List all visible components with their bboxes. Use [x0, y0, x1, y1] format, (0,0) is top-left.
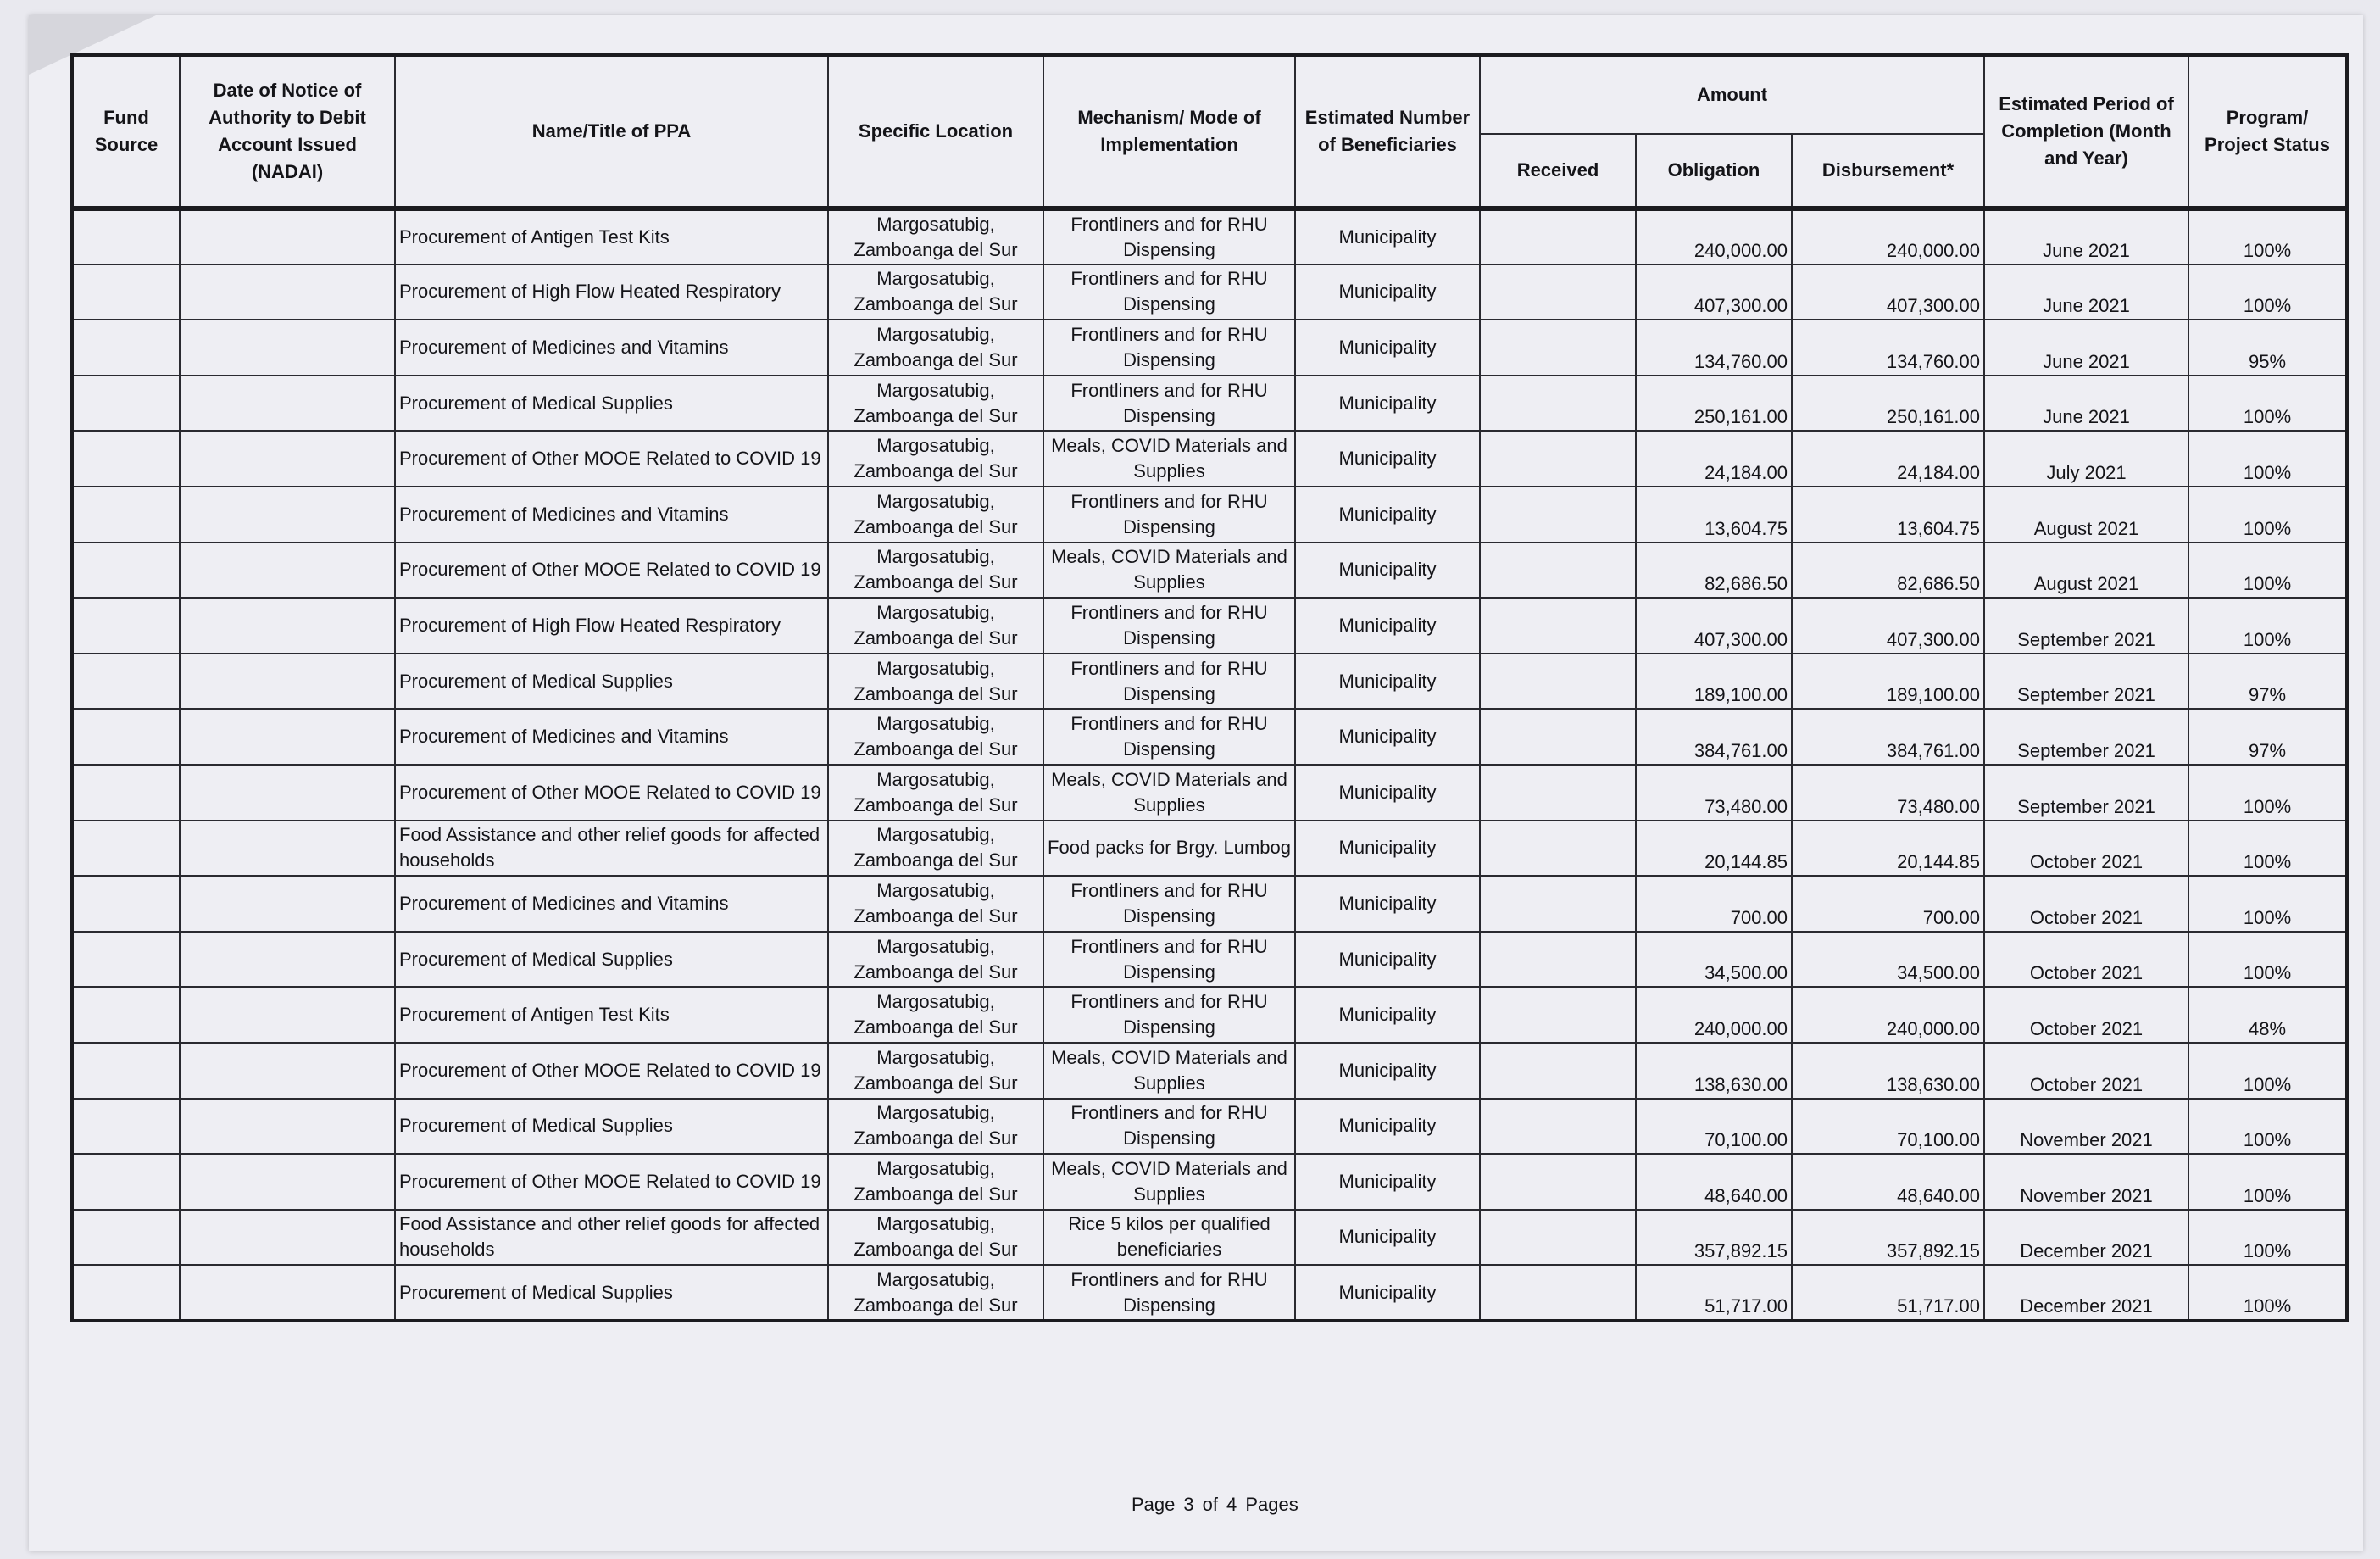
- status-cell: 100%: [2188, 876, 2347, 932]
- obligation-cell: 357,892.15: [1636, 1210, 1792, 1266]
- table-header: [72, 55, 2347, 209]
- mechanism-cell: Frontliners and for RHU Dispensing: [1043, 209, 1295, 264]
- beneficiaries-cell: Municipality: [1295, 987, 1480, 1043]
- ppa-name-cell: Procurement of Medical Supplies: [395, 1099, 828, 1155]
- received-cell: [1480, 1265, 1636, 1321]
- received-cell: [1480, 598, 1636, 654]
- mechanism-cell: Meals, COVID Materials and Supplies: [1043, 1043, 1295, 1099]
- period-cell: June 2021: [1984, 320, 2188, 376]
- location-cell: Margosatubig, Zamboanga del Sur: [828, 1154, 1043, 1210]
- table-row: [72, 320, 2347, 376]
- status-cell: 100%: [2188, 1099, 2347, 1155]
- header-nadai: Date of Notice of Authority to Debit Account Issued (NADAI): [180, 55, 395, 209]
- period-cell: October 2021: [1984, 987, 2188, 1043]
- location-cell: Margosatubig, Zamboanga del Sur: [828, 320, 1043, 376]
- mechanism-cell: Frontliners and for RHU Dispensing: [1043, 598, 1295, 654]
- disbursement-cell: 407,300.00: [1792, 264, 1984, 320]
- page-label: Page: [1132, 1494, 1176, 1515]
- ppa-name-cell: Procurement of Other MOOE Related to COVID 19: [395, 431, 828, 487]
- nadai-cell: [180, 1154, 395, 1210]
- disbursement-cell: 13,604.75: [1792, 487, 1984, 543]
- period-cell: December 2021: [1984, 1210, 2188, 1266]
- mechanism-cell: Frontliners and for RHU Dispensing: [1043, 932, 1295, 988]
- obligation-cell: 138,630.00: [1636, 1043, 1792, 1099]
- obligation-cell: 384,761.00: [1636, 709, 1792, 765]
- ppa-name-cell: Procurement of Medical Supplies: [395, 654, 828, 710]
- received-cell: [1480, 431, 1636, 487]
- table-row: [72, 765, 2347, 821]
- received-cell: [1480, 932, 1636, 988]
- header-amount: Amount: [1480, 55, 1984, 134]
- period-cell: September 2021: [1984, 598, 2188, 654]
- nadai-cell: [180, 376, 395, 432]
- beneficiaries-cell: Municipality: [1295, 1265, 1480, 1321]
- status-cell: 100%: [2188, 543, 2347, 599]
- header-obligation: Obligation: [1636, 134, 1792, 209]
- period-cell: June 2021: [1984, 209, 2188, 264]
- status-cell: 100%: [2188, 431, 2347, 487]
- beneficiaries-cell: Municipality: [1295, 765, 1480, 821]
- fund-source-cell: [72, 1154, 180, 1210]
- fund-source-cell: [72, 543, 180, 599]
- nadai-cell: [180, 1265, 395, 1321]
- table-row: [72, 876, 2347, 932]
- nadai-cell: [180, 1210, 395, 1266]
- fund-source-cell: [72, 932, 180, 988]
- fund-source-cell: [72, 709, 180, 765]
- obligation-cell: 240,000.00: [1636, 987, 1792, 1043]
- status-cell: 100%: [2188, 1154, 2347, 1210]
- obligation-cell: 13,604.75: [1636, 487, 1792, 543]
- table-body: [72, 209, 2347, 1321]
- received-cell: [1480, 1210, 1636, 1266]
- nadai-cell: [180, 654, 395, 710]
- obligation-cell: 48,640.00: [1636, 1154, 1792, 1210]
- table-row: [72, 264, 2347, 320]
- ppa-table: [70, 53, 2349, 1322]
- table-row: [72, 1154, 2347, 1210]
- received-cell: [1480, 543, 1636, 599]
- fund-source-cell: [72, 431, 180, 487]
- location-cell: Margosatubig, Zamboanga del Sur: [828, 209, 1043, 264]
- ppa-name-cell: Procurement of Medical Supplies: [395, 376, 828, 432]
- period-cell: October 2021: [1984, 876, 2188, 932]
- obligation-cell: 250,161.00: [1636, 376, 1792, 432]
- obligation-cell: 134,760.00: [1636, 320, 1792, 376]
- nadai-cell: [180, 487, 395, 543]
- received-cell: [1480, 1099, 1636, 1155]
- location-cell: Margosatubig, Zamboanga del Sur: [828, 543, 1043, 599]
- ppa-name-cell: Procurement of Medicines and Vitamins: [395, 709, 828, 765]
- received-cell: [1480, 709, 1636, 765]
- nadai-cell: [180, 1099, 395, 1155]
- received-cell: [1480, 654, 1636, 710]
- period-cell: June 2021: [1984, 376, 2188, 432]
- disbursement-cell: 189,100.00: [1792, 654, 1984, 710]
- table-row: [72, 376, 2347, 432]
- obligation-cell: 700.00: [1636, 876, 1792, 932]
- disbursement-cell: 82,686.50: [1792, 543, 1984, 599]
- obligation-cell: 24,184.00: [1636, 431, 1792, 487]
- status-cell: 48%: [2188, 987, 2347, 1043]
- status-cell: 100%: [2188, 209, 2347, 264]
- location-cell: Margosatubig, Zamboanga del Sur: [828, 264, 1043, 320]
- header-period: Estimated Period of Completion (Month and Year): [1984, 55, 2188, 209]
- mechanism-cell: Frontliners and for RHU Dispensing: [1043, 376, 1295, 432]
- status-cell: 100%: [2188, 1265, 2347, 1321]
- table-row: [72, 1265, 2347, 1321]
- page-footer: [1132, 1494, 1307, 1516]
- beneficiaries-cell: Municipality: [1295, 1210, 1480, 1266]
- mechanism-cell: Frontliners and for RHU Dispensing: [1043, 1265, 1295, 1321]
- mechanism-cell: Frontliners and for RHU Dispensing: [1043, 487, 1295, 543]
- fund-source-cell: [72, 264, 180, 320]
- nadai-cell: [180, 543, 395, 599]
- beneficiaries-cell: Municipality: [1295, 487, 1480, 543]
- period-cell: October 2021: [1984, 932, 2188, 988]
- status-cell: 95%: [2188, 320, 2347, 376]
- period-cell: December 2021: [1984, 1265, 2188, 1321]
- obligation-cell: 407,300.00: [1636, 598, 1792, 654]
- status-cell: 100%: [2188, 598, 2347, 654]
- received-cell: [1480, 487, 1636, 543]
- fund-source-cell: [72, 1043, 180, 1099]
- table-row: [72, 1210, 2347, 1266]
- location-cell: Margosatubig, Zamboanga del Sur: [828, 821, 1043, 877]
- nadai-cell: [180, 987, 395, 1043]
- header-location: Specific Location: [828, 55, 1043, 209]
- table-row: [72, 209, 2347, 264]
- disbursement-cell: 384,761.00: [1792, 709, 1984, 765]
- nadai-cell: [180, 264, 395, 320]
- nadai-cell: [180, 765, 395, 821]
- ppa-name-cell: Procurement of Medical Supplies: [395, 932, 828, 988]
- nadai-cell: [180, 598, 395, 654]
- obligation-cell: 70,100.00: [1636, 1099, 1792, 1155]
- status-cell: 100%: [2188, 821, 2347, 877]
- location-cell: Margosatubig, Zamboanga del Sur: [828, 709, 1043, 765]
- obligation-cell: 51,717.00: [1636, 1265, 1792, 1321]
- fund-source-cell: [72, 487, 180, 543]
- period-cell: September 2021: [1984, 654, 2188, 710]
- location-cell: Margosatubig, Zamboanga del Sur: [828, 932, 1043, 988]
- beneficiaries-cell: Municipality: [1295, 932, 1480, 988]
- location-cell: Margosatubig, Zamboanga del Sur: [828, 1265, 1043, 1321]
- ppa-name-cell: Procurement of Medicines and Vitamins: [395, 876, 828, 932]
- table-row: [72, 1043, 2347, 1099]
- disbursement-cell: 73,480.00: [1792, 765, 1984, 821]
- period-cell: August 2021: [1984, 487, 2188, 543]
- mechanism-cell: Frontliners and for RHU Dispensing: [1043, 1099, 1295, 1155]
- disbursement-cell: 20,144.85: [1792, 821, 1984, 877]
- fund-source-cell: [72, 876, 180, 932]
- received-cell: [1480, 209, 1636, 264]
- disbursement-cell: 700.00: [1792, 876, 1984, 932]
- period-cell: July 2021: [1984, 431, 2188, 487]
- obligation-cell: 407,300.00: [1636, 264, 1792, 320]
- disbursement-cell: 250,161.00: [1792, 376, 1984, 432]
- mechanism-cell: Meals, COVID Materials and Supplies: [1043, 765, 1295, 821]
- status-cell: 100%: [2188, 264, 2347, 320]
- mechanism-cell: Rice 5 kilos per qualified beneficiaries: [1043, 1210, 1295, 1266]
- table-row: [72, 431, 2347, 487]
- ppa-name-cell: Procurement of Antigen Test Kits: [395, 987, 828, 1043]
- location-cell: Margosatubig, Zamboanga del Sur: [828, 598, 1043, 654]
- table-row: [72, 1099, 2347, 1155]
- fund-source-cell: [72, 376, 180, 432]
- fund-source-cell: [72, 320, 180, 376]
- mechanism-cell: Frontliners and for RHU Dispensing: [1043, 320, 1295, 376]
- nadai-cell: [180, 209, 395, 264]
- ppa-name-cell: Procurement of Antigen Test Kits: [395, 209, 828, 264]
- page-total: 4 Pages: [1226, 1494, 1298, 1515]
- table-row: [72, 598, 2347, 654]
- beneficiaries-cell: Municipality: [1295, 598, 1480, 654]
- nadai-cell: [180, 709, 395, 765]
- nadai-cell: [180, 320, 395, 376]
- disbursement-cell: 407,300.00: [1792, 598, 1984, 654]
- table-row: [72, 543, 2347, 599]
- ppa-name-cell: Procurement of Other MOOE Related to COVID 19: [395, 543, 828, 599]
- status-cell: 100%: [2188, 932, 2347, 988]
- received-cell: [1480, 320, 1636, 376]
- header-ppa-name: Name/Title of PPA: [395, 55, 828, 209]
- location-cell: Margosatubig, Zamboanga del Sur: [828, 654, 1043, 710]
- disbursement-cell: 138,630.00: [1792, 1043, 1984, 1099]
- disbursement-cell: 24,184.00: [1792, 431, 1984, 487]
- period-cell: October 2021: [1984, 821, 2188, 877]
- table-row: [72, 709, 2347, 765]
- received-cell: [1480, 1043, 1636, 1099]
- beneficiaries-cell: Municipality: [1295, 876, 1480, 932]
- table-row: [72, 821, 2347, 877]
- table-row: [72, 987, 2347, 1043]
- mechanism-cell: Frontliners and for RHU Dispensing: [1043, 709, 1295, 765]
- disbursement-cell: 240,000.00: [1792, 209, 1984, 264]
- table-row: [72, 932, 2347, 988]
- header-received: Received: [1480, 134, 1636, 209]
- header-beneficiaries: Estimated Number of Beneficiaries: [1295, 55, 1480, 209]
- beneficiaries-cell: Municipality: [1295, 209, 1480, 264]
- received-cell: [1480, 376, 1636, 432]
- fund-source-cell: [72, 209, 180, 264]
- ppa-name-cell: Procurement of High Flow Heated Respiratory: [395, 598, 828, 654]
- location-cell: Margosatubig, Zamboanga del Sur: [828, 1210, 1043, 1266]
- beneficiaries-cell: Municipality: [1295, 654, 1480, 710]
- obligation-cell: 73,480.00: [1636, 765, 1792, 821]
- mechanism-cell: Meals, COVID Materials and Supplies: [1043, 543, 1295, 599]
- period-cell: September 2021: [1984, 709, 2188, 765]
- fund-source-cell: [72, 654, 180, 710]
- period-cell: October 2021: [1984, 1043, 2188, 1099]
- disbursement-cell: 70,100.00: [1792, 1099, 1984, 1155]
- mechanism-cell: Frontliners and for RHU Dispensing: [1043, 987, 1295, 1043]
- fund-source-cell: [72, 821, 180, 877]
- nadai-cell: [180, 932, 395, 988]
- fund-source-cell: [72, 987, 180, 1043]
- header-disbursement: Disbursement*: [1792, 134, 1984, 209]
- mechanism-cell: Frontliners and for RHU Dispensing: [1043, 264, 1295, 320]
- location-cell: Margosatubig, Zamboanga del Sur: [828, 987, 1043, 1043]
- status-cell: 100%: [2188, 765, 2347, 821]
- fund-source-cell: [72, 1265, 180, 1321]
- period-cell: November 2021: [1984, 1154, 2188, 1210]
- beneficiaries-cell: Municipality: [1295, 709, 1480, 765]
- obligation-cell: 34,500.00: [1636, 932, 1792, 988]
- disbursement-cell: 34,500.00: [1792, 932, 1984, 988]
- location-cell: Margosatubig, Zamboanga del Sur: [828, 487, 1043, 543]
- beneficiaries-cell: Municipality: [1295, 543, 1480, 599]
- mechanism-cell: Frontliners and for RHU Dispensing: [1043, 876, 1295, 932]
- fund-source-cell: [72, 1210, 180, 1266]
- status-cell: 100%: [2188, 376, 2347, 432]
- nadai-cell: [180, 431, 395, 487]
- status-cell: 100%: [2188, 1210, 2347, 1266]
- period-cell: June 2021: [1984, 264, 2188, 320]
- ppa-name-cell: Food Assistance and other relief goods for affected households: [395, 821, 828, 877]
- fund-source-cell: [72, 598, 180, 654]
- page-number: 3: [1183, 1494, 1194, 1515]
- header-status: Program/ Project Status: [2188, 55, 2347, 209]
- obligation-cell: 240,000.00: [1636, 209, 1792, 264]
- ppa-name-cell: Procurement of High Flow Heated Respiratory: [395, 264, 828, 320]
- beneficiaries-cell: Municipality: [1295, 376, 1480, 432]
- beneficiaries-cell: Municipality: [1295, 1154, 1480, 1210]
- status-cell: 97%: [2188, 654, 2347, 710]
- received-cell: [1480, 876, 1636, 932]
- disbursement-cell: 51,717.00: [1792, 1265, 1984, 1321]
- ppa-name-cell: Procurement of Medicines and Vitamins: [395, 320, 828, 376]
- mechanism-cell: Meals, COVID Materials and Supplies: [1043, 431, 1295, 487]
- ppa-name-cell: Procurement of Other MOOE Related to COVID 19: [395, 765, 828, 821]
- received-cell: [1480, 765, 1636, 821]
- period-cell: September 2021: [1984, 765, 2188, 821]
- status-cell: 100%: [2188, 487, 2347, 543]
- nadai-cell: [180, 821, 395, 877]
- disbursement-cell: 357,892.15: [1792, 1210, 1984, 1266]
- ppa-name-cell: Procurement of Medical Supplies: [395, 1265, 828, 1321]
- table-row: [72, 487, 2347, 543]
- disbursement-cell: 48,640.00: [1792, 1154, 1984, 1210]
- mechanism-cell: Frontliners and for RHU Dispensing: [1043, 654, 1295, 710]
- beneficiaries-cell: Municipality: [1295, 1099, 1480, 1155]
- status-cell: 97%: [2188, 709, 2347, 765]
- fund-source-cell: [72, 1099, 180, 1155]
- received-cell: [1480, 987, 1636, 1043]
- beneficiaries-cell: Municipality: [1295, 431, 1480, 487]
- received-cell: [1480, 1154, 1636, 1210]
- location-cell: Margosatubig, Zamboanga del Sur: [828, 876, 1043, 932]
- location-cell: Margosatubig, Zamboanga del Sur: [828, 431, 1043, 487]
- nadai-cell: [180, 1043, 395, 1099]
- header-mechanism: Mechanism/ Mode of Implementation: [1043, 55, 1295, 209]
- period-cell: August 2021: [1984, 543, 2188, 599]
- obligation-cell: 82,686.50: [1636, 543, 1792, 599]
- fund-source-cell: [72, 765, 180, 821]
- status-cell: 100%: [2188, 1043, 2347, 1099]
- obligation-cell: 20,144.85: [1636, 821, 1792, 877]
- ppa-name-cell: Procurement of Medicines and Vitamins: [395, 487, 828, 543]
- location-cell: Margosatubig, Zamboanga del Sur: [828, 1043, 1043, 1099]
- header-fund-source: Fund Source: [72, 55, 180, 209]
- beneficiaries-cell: Municipality: [1295, 264, 1480, 320]
- mechanism-cell: Meals, COVID Materials and Supplies: [1043, 1154, 1295, 1210]
- disbursement-cell: 134,760.00: [1792, 320, 1984, 376]
- received-cell: [1480, 821, 1636, 877]
- mechanism-cell: Food packs for Brgy. Lumbog: [1043, 821, 1295, 877]
- location-cell: Margosatubig, Zamboanga del Sur: [828, 376, 1043, 432]
- ppa-name-cell: Procurement of Other MOOE Related to COVID 19: [395, 1043, 828, 1099]
- ppa-name-cell: Procurement of Other MOOE Related to COVID 19: [395, 1154, 828, 1210]
- disbursement-cell: 240,000.00: [1792, 987, 1984, 1043]
- of-label: of: [1202, 1494, 1218, 1515]
- received-cell: [1480, 264, 1636, 320]
- obligation-cell: 189,100.00: [1636, 654, 1792, 710]
- nadai-cell: [180, 876, 395, 932]
- beneficiaries-cell: Municipality: [1295, 1043, 1480, 1099]
- location-cell: Margosatubig, Zamboanga del Sur: [828, 1099, 1043, 1155]
- beneficiaries-cell: Municipality: [1295, 821, 1480, 877]
- beneficiaries-cell: Municipality: [1295, 320, 1480, 376]
- ppa-name-cell: Food Assistance and other relief goods for affected households: [395, 1210, 828, 1266]
- table-row: [72, 654, 2347, 710]
- period-cell: November 2021: [1984, 1099, 2188, 1155]
- location-cell: Margosatubig, Zamboanga del Sur: [828, 765, 1043, 821]
